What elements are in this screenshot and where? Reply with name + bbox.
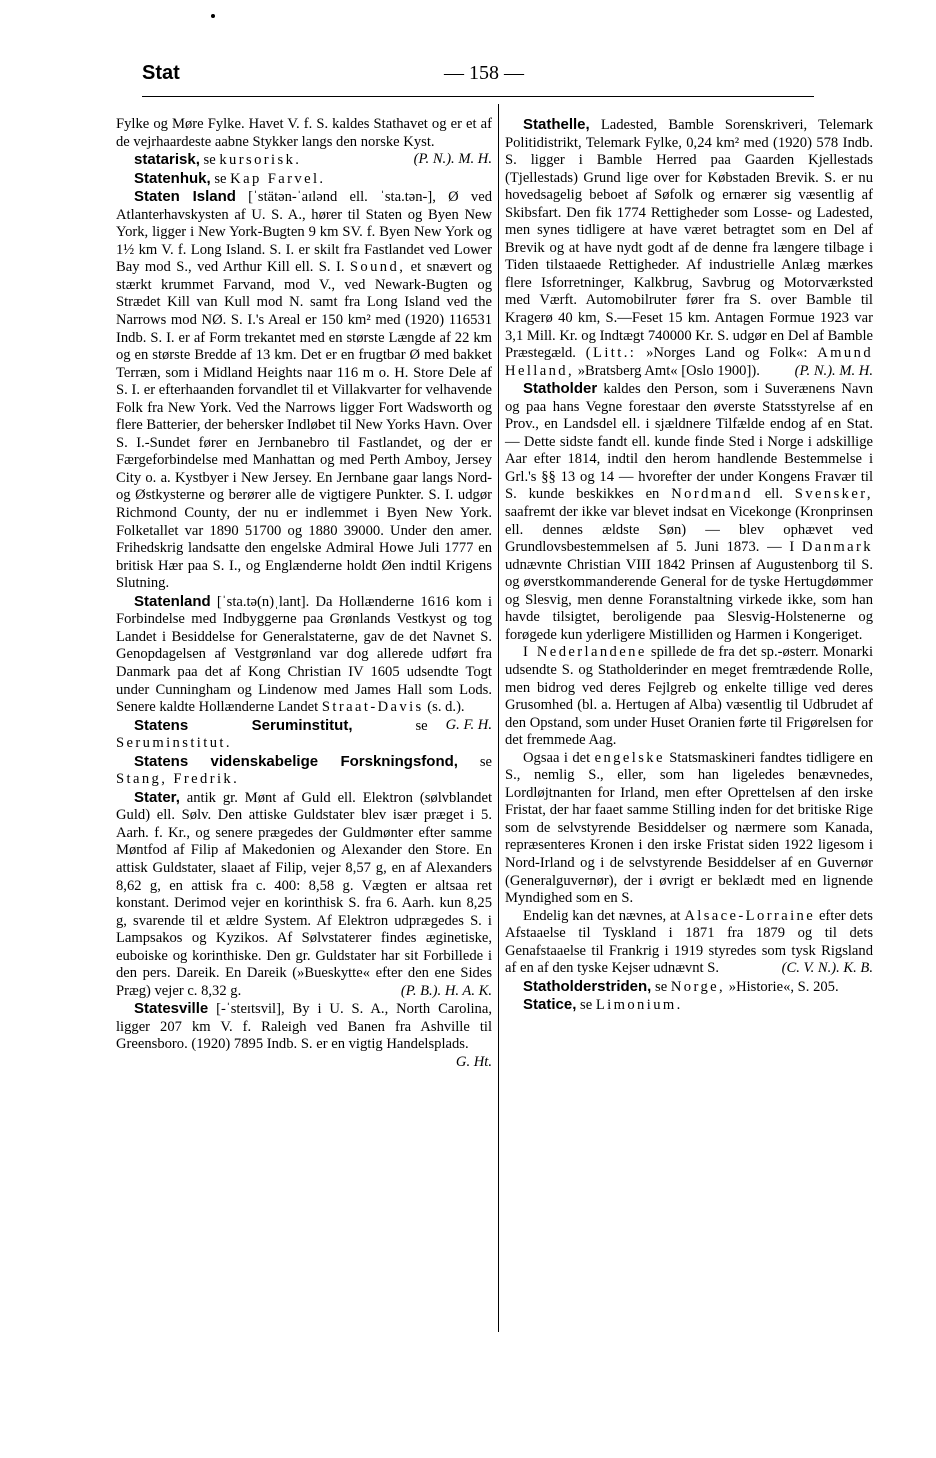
paragraph-nederlandene [505, 644, 873, 749]
cross-reference: kursorisk. [219, 152, 302, 169]
entry-text: antik gr. Mønt af Guld ell. Elektron (sølvblandet Guld) ell. Sølv. Den attiske Guldstater blev især præget i 5. Aarh. f. Kr., og senere prægedes der Guldmønter efter samme Møntfod af Filip af Makedonien og Alexander den Store. En attisk Guldstater, slaaet af Filip, vejer 8,57 g, en af Alexanders 8,62 g, en attisk fra c. 400: 8,58 g. Vægten er altsaa ret konstant. Derimod vejer en korinthisk S. fra 6. Aarh. kun 8,25 g, svarende til et ældre System. Af Elektron udprægedes S. i Lampsakos og Kyzikos. Af Sølvstaterer findes æginetiske, euboiske og korinthiske. Den gr. Guldstater har sit Forbillede i den pers. Dareik. En Dareik (»Bueskytte« efter den ene Sides Præg) vejer c. 8,32 g. [116, 789, 492, 999]
entry-text: Ogsaa i det [523, 749, 591, 766]
entry-text: Endelig kan det nævnes, at [523, 907, 681, 924]
entry-text: udnævnte Christian VIII 1842 Prinsen af Augustenborg til S. og øverstkommanderende General for de tyske Hertugdømmer og Slesvig, men denne Foranstaltning virkede ikke, som han havde tilsigtet, beroligende paa Slesvig-Holstenerne og forøgede kun yderligere Mistilliden og Harmen i Kongeriget. [505, 556, 873, 643]
author-signature: (P. B.). H. A. K. [400, 982, 492, 999]
entry-text: [ˈstätən-ˈaɪlənd ell. ˈsta.tən-], Ø ved Atlanterhavskysten af U. S. A., hører til Staten og Byen New York, ligger i New York-Bugten 9 km SV. f. Byen New York og 1½ km V. f. Long Island. S. I. er skilt fra Fastlandet ved Lower Bay mod S., ved Arthur Kill ell. S. I. [116, 189, 492, 276]
entry-text: spillede de fra det sp.-østerr. Monarki udsendte S. og Statholderinder en meget fremtrædende Rolle, men bidrog ved deres Fejlgreb og enkelte tillige ved deres Grusomhed (bl. a. Hertugen af Alba) væsentlig til Udbrudet af den Opstand, som under Huset Oranien førte til Frigørelsen for det fremmede Aag. [505, 644, 874, 749]
see-label: se [214, 170, 227, 187]
left-column [116, 116, 492, 1072]
header-rule [142, 96, 814, 97]
entry-statesville [116, 1000, 492, 1070]
entry-stathelle [505, 116, 873, 380]
paragraph-england [505, 750, 873, 908]
headword: Statice, [523, 996, 577, 1014]
cross-reference: Limonium. [595, 997, 683, 1014]
headword: Statenland [134, 592, 211, 610]
headword: Stathelle, [523, 116, 590, 133]
entry-text: saafremt der ikke var blevet indsat en Vicekonge (Kronprinsen ell. dennes ældste Søn) — blev ophævet ved Grundlovsbestemmelsen af 5. Juni 1873. — I [505, 504, 873, 556]
entry-text: kaldes den Person, som i Suverænens Navn og paa hans Vegne forestaar den øverste Statsstyrelse af en Prov., en Landsdel ell. i sjældnere Tilfælde endog af en Stat. — Dette sidste fandt ell. kunde finde Sted i Norge i adskillige Aar efter 1814, indtil den herom handlende Bestemmelse i Grl.'s §§ 13 og 14 — hvorefter der under Kongens Fravær til S. kunde beskikkes en [505, 381, 873, 503]
entry-text: »Bratsberg Amt« [Oslo 1900]). [577, 362, 760, 379]
entry-text: efter dets Afstaaelse til Tyskland i 1871 fra 1879 og til dets Genafstaaelse til Frankrig i 1919 styredes som tysk Rigsland af en af den tyske Kejser udnævnt S. [505, 907, 873, 977]
literature-label: (Litt.: [585, 345, 637, 362]
cross-reference: Stang, Fredrik. [116, 771, 240, 788]
entry-statholder [505, 380, 873, 644]
author-signature: (C. V. N.). K. B. [781, 960, 873, 977]
spaced-term: Sound, [349, 259, 406, 276]
entry-statholderstriden [505, 978, 873, 997]
headword: statarisk, [134, 151, 200, 169]
entry-text: »Norges Land og Folk«: [646, 345, 808, 362]
see-label: se [655, 978, 668, 995]
ink-speck [211, 14, 215, 18]
headword: Statesville [134, 1000, 209, 1018]
see-label: se [203, 152, 216, 169]
entry-text: [ˈsta.tə(n)ˌlant]. Da Hollænderne 1616 kom i Forbindelse med Indbyggerne paa Grønlands Vestkyst og tog Landet i Besiddelse for Generalstaterne, gav de det Navnet S. Genopdagelsen af Vestgrønland var dog allerede udført fra Danmark paa det af Kong Christian IV 1605 udsendte Togt under Cunningham og Lindenow med James Hall som Lods. Senere kaldte Hollænderne Landet [116, 593, 492, 716]
headword: Statens Seruminstitut, [134, 716, 353, 734]
headword: Stater, [134, 788, 180, 806]
author-signature: (P. N.). M. H. [413, 151, 492, 168]
author-signature: G. Ht. [455, 1053, 492, 1070]
see-label: se [479, 753, 492, 770]
headword: Staten Island [134, 188, 236, 206]
entry-text: et snævert og stærkt krummet Farvand, mod V., ved Newark-Bugten og Strædet Kill van Kull mod N. samt fra Long Island ved the Narrows mod NØ. S. I.'s Areal er 150 km² med (1920) 116531 Indb. S. I. er af Form trekantet med en største Længde af 22 km og en største Bredde af 13 km. Det er en frugtbar Ø med bakket Terræn, som i Midland Heights naar 116 m o. H. Store Dele af S. I. er efterhaanden forvandlet til et Villakvarter for velhavende Folk fra New York. Ved the Narrows ligger Fort Wadsworth og flere Batterier, der behersker Indløbet til New Yorks Havn. Over S. I.-Sundet fører en Jernbanebro til Fastlandet, og der er Færgeforbindelse med Manhattan og med Perth Amboy, Jersey City o. a. Kystbyer i New Jersey. En Jernbane gaar langs Nord- og Østkysterne og berører alle de vigtigere Punkter. S. I. udgør Richmond County, der nu er indlemmet i Byen New York. Folketallet var 1890 51700 og 1880 39000. Under den amer. Frihedskrig landsatte den engelske Admiral Howe Juli 1777 en britisk Hær paa S. I., og Englænderne holdt Øen indtil Krigens Slutning. [116, 259, 492, 592]
headword: Statens videnskabelige Forskningsfond, [134, 752, 458, 770]
entry-text: Ladested, Bamble Sorenskriveri, Telemark Politidistrikt, Telemark Fylke, 0,24 km² med (1920) 578 Indb. S. ligger i Bamble Herred paa Gaarden Kjellestads (Tjellestads) Grund lige over for Købstaden Brevik. S. er nu hovedsagelig beboet af Søfolk og ernærer sig væsentlig af Skibsfart. Den fik 1774 Rettigheder som Losse- og Ladested, men synes tidligere at have været betragtet som en Del af Brevik og at have nydt godt af de denne fra længere tilbage i Tiden tilstaaede Rettigheder. Af industrielle Anlæg mærkes flere Isforretninger, Kalkbrug, Savbrug og Motorværksted med Værft. Automobilruter fører fra S. over Bamble til Kragerø 40 km, S.—Feset 15 km. Antagen Formue 1923 var 3,1 Mill. Kr. og Indtægt 740000 Kr. S. udgør en Del af Bamble Præstegæld. [505, 117, 873, 362]
spaced-term: Alsace-Lorraine [684, 907, 816, 924]
page-number: — 158 — [444, 62, 524, 84]
headword: Statholder [523, 380, 598, 398]
spaced-term: engelske [594, 749, 665, 766]
entry-forskningsfond [116, 753, 492, 789]
entry-text: ell. [764, 486, 783, 503]
entry-text: (s. d.). [427, 699, 465, 716]
paragraph-alsace [505, 908, 873, 978]
spaced-term: Nordmand [671, 486, 753, 503]
spaced-term: I Nederlandene [523, 644, 647, 661]
cross-reference: Kap Farvel. [230, 170, 326, 187]
cross-reference: Seruminstitut. [116, 735, 232, 752]
cross-reference: Norge, [670, 978, 726, 995]
column-divider [498, 104, 499, 1332]
entry-statice [505, 996, 873, 1015]
spaced-term: Svensker, [794, 486, 873, 503]
see-label: se [415, 717, 428, 734]
spaced-term: Amund Helland, [505, 345, 874, 379]
entry-staten-island [116, 188, 492, 593]
entry-text: Statsmaskineri fandtes tidligere en S., nemlig S., eller, som han ligeledes benævnedes, Lordløjtnanten for Irland, men efter Oprettelsen af den irske Fristat, der har faaet samme Stilling inden for det britiske Rige som de selvstyrende Besiddelser og nærmere som Kanada, repræsenteres Kronen i den irske Fristat siden 1922 ligesom i Nord-Irland og i de selvstyrende Besiddelser af en Guvernør (Generalguvernør), der i øvrigt er beklædt med en lignende Myndighed som en S. [505, 749, 874, 907]
author-signature: G. F. H. [445, 716, 492, 733]
page-header [0, 62, 936, 96]
headword: Statholderstriden, [523, 977, 652, 995]
entry-text: [-ˈsteɪtsvil], By i U. S. A., North Carolina, ligger 207 km V. f. Raleigh ved Banen fra Ashville til Greensboro. (1920) 7895 Indb. S. er en vigtig Handelsplads. [116, 1001, 492, 1053]
spaced-term: Straat-Davis [321, 699, 424, 716]
spaced-term: Danmark [801, 539, 873, 556]
entry-text: »Historie«, S. 205. [728, 978, 839, 995]
entry-stater [116, 789, 492, 1001]
running-head-word: Stat [142, 62, 180, 84]
headword: Statenhuk, [134, 169, 211, 187]
entry-text: Fylke og Møre Fylke. Havet V. f. S. kaldes Stathavet og er et af de vejrhaardeste aabne Stykker langs den norske Kyst. [116, 116, 492, 150]
author-signature: (P. N.). M. H. [794, 362, 873, 379]
see-label: se [580, 997, 593, 1014]
entry-statenhuk [116, 170, 492, 189]
right-column [505, 116, 873, 1015]
